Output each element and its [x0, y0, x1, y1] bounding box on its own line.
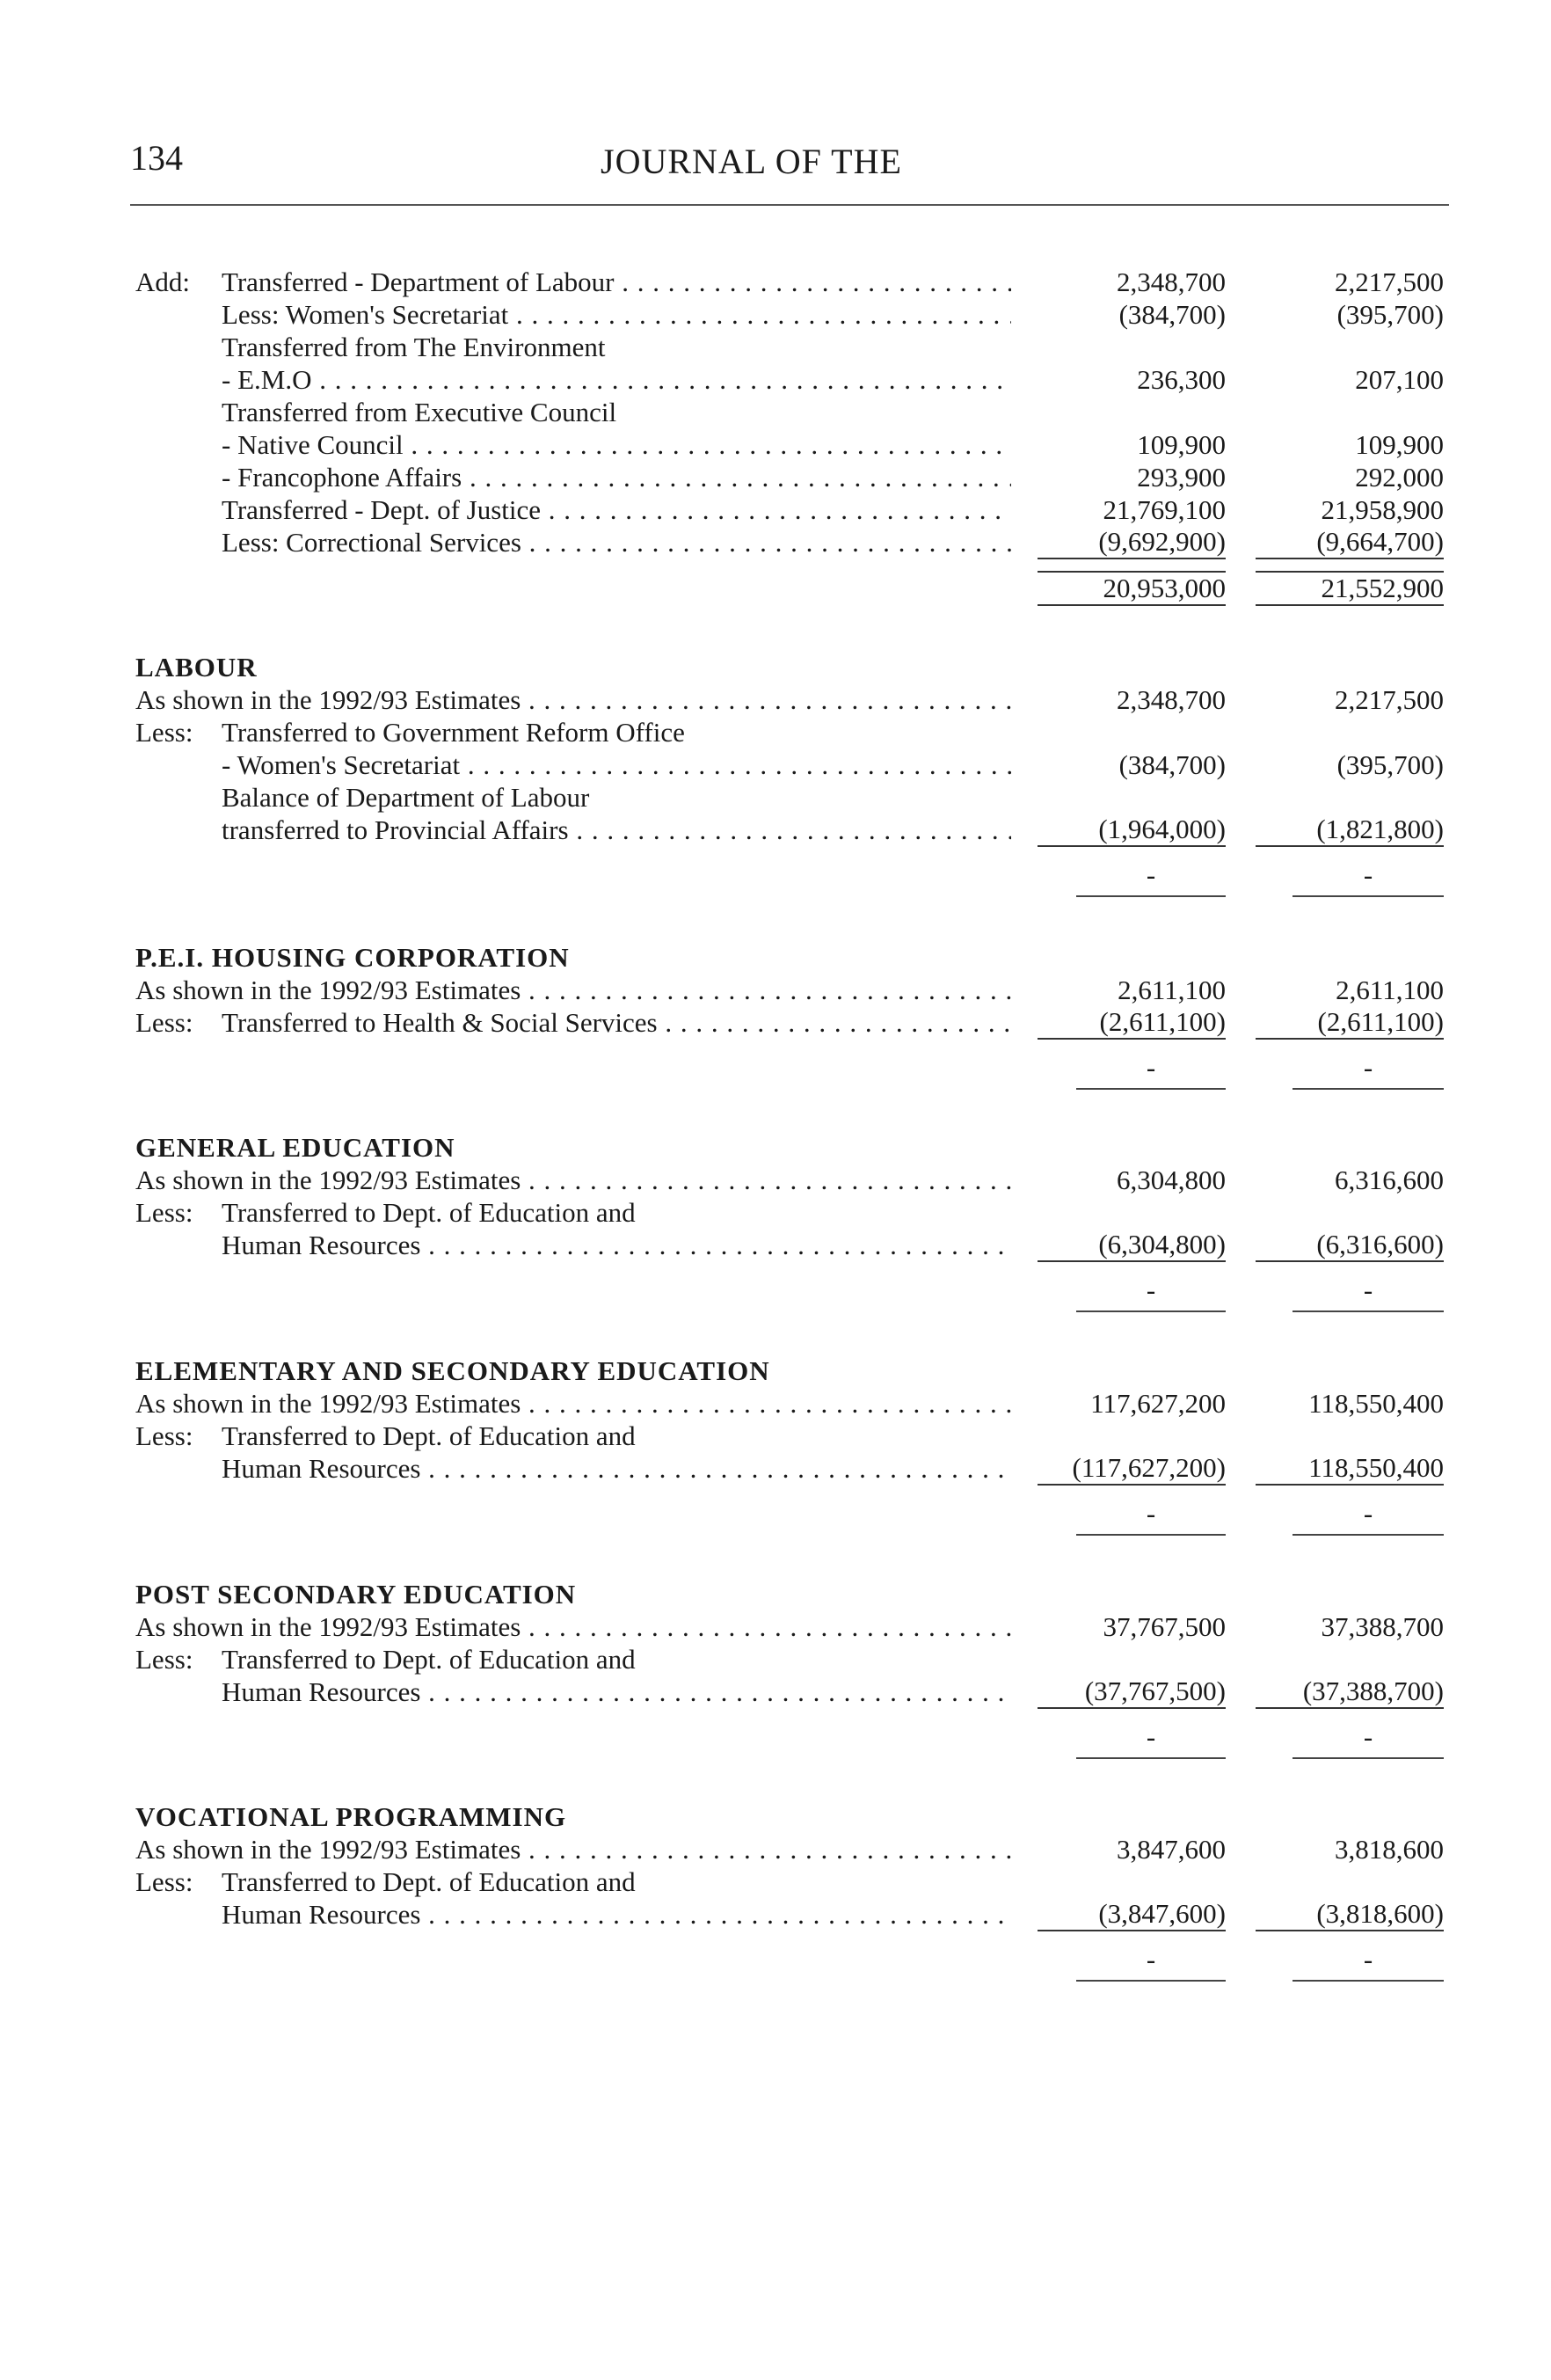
amount-prior: (2,611,100): [1256, 1006, 1444, 1040]
row-label: [222, 1675, 1011, 1709]
amount-1992-93: (6,304,800): [1038, 1229, 1226, 1262]
row-label: [222, 748, 1011, 782]
row-label: [222, 1643, 1011, 1676]
section-result: -: [1363, 1052, 1373, 1083]
row-label-text: Human Resources . . .: [222, 1452, 1011, 1486]
result-rule: [1292, 1088, 1444, 1090]
section-title: VOCATIONAL PROGRAMMING: [135, 1801, 567, 1832]
table-row: [0, 683, 1551, 717]
table-row: [0, 428, 1551, 462]
row-label-text: Transferred to Dept. of Education and: [222, 1644, 636, 1675]
row-label: [222, 781, 1011, 814]
row-prefix: Less:: [135, 1197, 193, 1228]
amount-1992-93: 37,767,500: [1103, 1611, 1226, 1642]
table-row: [0, 1420, 1551, 1453]
row-prefix: Less:: [135, 717, 193, 748]
amount-1992-93: (3,847,600): [1038, 1898, 1226, 1931]
row-prefix: Less:: [135, 1644, 193, 1675]
row-label: [222, 428, 1011, 462]
row-label: [222, 493, 1011, 527]
row-label: [222, 1420, 1011, 1453]
amount-prior: (395,700): [1336, 749, 1444, 780]
amount-prior: 37,388,700: [1321, 1611, 1444, 1642]
row-label-text: Transferred to Dept. of Education and: [222, 1866, 636, 1897]
section-result: -: [1146, 1721, 1156, 1752]
table-row: [0, 526, 1551, 559]
amount-1992-93: 21,769,100: [1103, 494, 1226, 525]
table-row: [0, 1643, 1551, 1676]
table-row: [0, 1229, 1551, 1262]
row-label: [135, 974, 1011, 1007]
amount-prior: 6,316,600: [1335, 1164, 1444, 1195]
row-label: [222, 1006, 1011, 1040]
amount-1992-93: 293,900: [1137, 462, 1226, 493]
table-row: [0, 1898, 1551, 1931]
table-row: [0, 298, 1551, 332]
section-title: P.E.I. HOUSING CORPORATION: [135, 942, 570, 973]
section-result: -: [1363, 1944, 1373, 1975]
table-row: [0, 1675, 1551, 1709]
result-rule: [1076, 1757, 1226, 1759]
section-result: -: [1363, 1498, 1373, 1529]
row-label: [222, 1196, 1011, 1230]
amount-prior: (9,664,700): [1256, 526, 1444, 559]
row-label-text: As shown in the 1992/93 Estimates . . .: [135, 1387, 1011, 1420]
amount-prior: 3,818,600: [1335, 1834, 1444, 1865]
row-label: [222, 396, 1011, 429]
table-row: [0, 1452, 1551, 1486]
row-label: [135, 1833, 1011, 1866]
row-label: [222, 1865, 1011, 1899]
row-label-text: As shown in the 1992/93 Estimates . . .: [135, 1833, 1011, 1866]
section-result: -: [1363, 859, 1373, 890]
result-rule: [1076, 1534, 1226, 1536]
table-row: [0, 1006, 1551, 1040]
row-label: [222, 1452, 1011, 1486]
section-title: LABOUR: [135, 652, 258, 683]
row-label: [135, 683, 1011, 717]
amount-1992-93: (37,767,500): [1038, 1675, 1226, 1709]
row-label-text: - Native Council . . .: [222, 428, 1011, 462]
row-label-text: Human Resources . . .: [222, 1675, 1011, 1709]
row-label: [222, 526, 1011, 559]
section-result: -: [1146, 1052, 1156, 1083]
row-label-text: Transferred to Dept. of Education and: [222, 1197, 636, 1228]
result-rule: [1076, 1980, 1226, 1982]
table-row: [0, 461, 1551, 494]
row-label-text: Balance of Department of Labour: [222, 782, 590, 813]
total-row: [0, 571, 1551, 604]
result-rule: [1292, 1757, 1444, 1759]
section-title: POST SECONDARY EDUCATION: [135, 1579, 577, 1610]
result-rule: [1076, 1088, 1226, 1090]
amount-prior: (1,821,800): [1256, 814, 1444, 847]
row-label-text: As shown in the 1992/93 Estimates . . .: [135, 974, 1011, 1007]
row-label: [222, 298, 1011, 332]
table-row: [0, 1164, 1551, 1197]
row-label-text: Human Resources . . .: [222, 1229, 1011, 1262]
row-prefix: Less:: [135, 1007, 193, 1038]
table-row: [0, 781, 1551, 814]
row-label: [222, 716, 1011, 749]
row-label: [222, 363, 1011, 397]
amount-prior: 292,000: [1355, 462, 1444, 493]
amount-1992-93: 109,900: [1137, 429, 1226, 460]
row-label-text: As shown in the 1992/93 Estimates . . .: [135, 1164, 1011, 1197]
amount-1992-93: (117,627,200): [1038, 1452, 1226, 1486]
amount-prior: 109,900: [1355, 429, 1444, 460]
row-prefix: Less:: [135, 1420, 193, 1451]
row-label-text: - Francophone Affairs . . .: [222, 461, 1011, 494]
row-label: [222, 1898, 1011, 1931]
row-label-text: - Women's Secretariat . . .: [222, 748, 1011, 782]
page-number: 134: [130, 138, 183, 178]
row-label-text: - E.M.O . . .: [222, 363, 1011, 397]
table-row: [0, 1833, 1551, 1866]
row-label-text: Transferred to Dept. of Education and: [222, 1420, 636, 1451]
amount-prior: (6,316,600): [1256, 1229, 1444, 1262]
row-label-text: Transferred from Executive Council: [222, 397, 617, 427]
table-row: [0, 363, 1551, 397]
section-result: -: [1146, 1498, 1156, 1529]
amount-prior: 2,217,500: [1335, 684, 1444, 715]
amount-1992-93: 6,304,800: [1117, 1164, 1226, 1195]
amount-prior: 118,550,400: [1256, 1452, 1444, 1486]
row-label-text: Less: Correctional Services . . .: [222, 526, 1011, 559]
row-label-text: Transferred to Government Reform Office: [222, 717, 685, 748]
row-label-text: Transferred - Dept. of Justice . . .: [222, 493, 1011, 527]
row-label-text: Transferred - Department of Labour . . .: [222, 266, 1011, 299]
total-amount-1992-93: 20,953,000: [1038, 571, 1226, 606]
row-label: [222, 461, 1011, 494]
row-label-text: Human Resources . . .: [222, 1898, 1011, 1931]
result-rule: [1076, 895, 1226, 897]
table-row: [0, 748, 1551, 782]
row-label: [222, 266, 1011, 299]
result-rule: [1292, 1980, 1444, 1982]
amount-prior: 207,100: [1355, 364, 1444, 395]
page-header: [130, 132, 1449, 193]
amount-prior: 118,550,400: [1308, 1388, 1444, 1419]
amount-1992-93: 2,348,700: [1117, 684, 1226, 715]
table-row: [0, 1196, 1551, 1230]
amount-1992-93: (384,700): [1118, 299, 1226, 330]
amount-1992-93: (384,700): [1118, 749, 1226, 780]
table-row: [0, 1387, 1551, 1420]
amount-1992-93: (9,692,900): [1038, 526, 1226, 559]
row-label: [222, 1229, 1011, 1262]
row-label: [135, 1387, 1011, 1420]
table-row: [0, 396, 1551, 429]
amount-prior: (395,700): [1336, 299, 1444, 330]
amount-prior: (3,818,600): [1256, 1898, 1444, 1931]
amount-1992-93: 2,348,700: [1117, 266, 1226, 297]
row-label-text: As shown in the 1992/93 Estimates . . .: [135, 683, 1011, 717]
journal-title: JOURNAL OF THE: [601, 142, 902, 181]
table-row: [0, 1865, 1551, 1899]
section-result: -: [1363, 1721, 1373, 1752]
row-label: [222, 331, 1011, 364]
row-prefix: Less:: [135, 1866, 193, 1897]
result-rule: [1076, 1310, 1226, 1312]
section-result: -: [1146, 1944, 1156, 1975]
table-row: [0, 974, 1551, 1007]
row-label-text: As shown in the 1992/93 Estimates . . .: [135, 1610, 1011, 1644]
amount-1992-93: (1,964,000): [1038, 814, 1226, 847]
table-row: [0, 493, 1551, 527]
section-result: -: [1146, 859, 1156, 890]
amount-1992-93: (2,611,100): [1038, 1006, 1226, 1040]
row-label: [135, 1610, 1011, 1644]
result-rule: [1292, 1534, 1444, 1536]
amount-prior: 2,217,500: [1335, 266, 1444, 297]
row-label: [135, 1164, 1011, 1197]
table-row: [0, 331, 1551, 364]
result-rule: [1292, 895, 1444, 897]
section-title: GENERAL EDUCATION: [135, 1132, 455, 1163]
table-row: [0, 814, 1551, 847]
amount-prior: 21,958,900: [1321, 494, 1444, 525]
row-label-text: Less: Women's Secretariat . . .: [222, 298, 1011, 332]
section-title: ELEMENTARY AND SECONDARY EDUCATION: [135, 1355, 770, 1386]
amount-1992-93: 3,847,600: [1117, 1834, 1226, 1865]
row-prefix: Add:: [135, 266, 190, 297]
table-row: [0, 716, 1551, 749]
table-row: [0, 266, 1551, 299]
row-label-text: Transferred to Health & Social Services . . .: [222, 1006, 1011, 1040]
row-label: [222, 814, 1011, 847]
amount-1992-93: 2,611,100: [1118, 975, 1226, 1005]
table-row: [0, 1610, 1551, 1644]
row-label-text: transferred to Provincial Affairs . . .: [222, 814, 1011, 847]
section-result: -: [1363, 1274, 1373, 1305]
amount-1992-93: 117,627,200: [1090, 1388, 1226, 1419]
amount-1992-93: 236,300: [1137, 364, 1226, 395]
section-result: -: [1146, 1274, 1156, 1305]
result-rule: [1292, 1310, 1444, 1312]
amount-prior: (37,388,700): [1256, 1675, 1444, 1709]
row-label-text: Transferred from The Environment: [222, 332, 606, 362]
header-rule: [130, 204, 1449, 206]
total-amount-prior: 21,552,900: [1256, 571, 1444, 606]
amount-prior: 2,611,100: [1336, 975, 1444, 1005]
